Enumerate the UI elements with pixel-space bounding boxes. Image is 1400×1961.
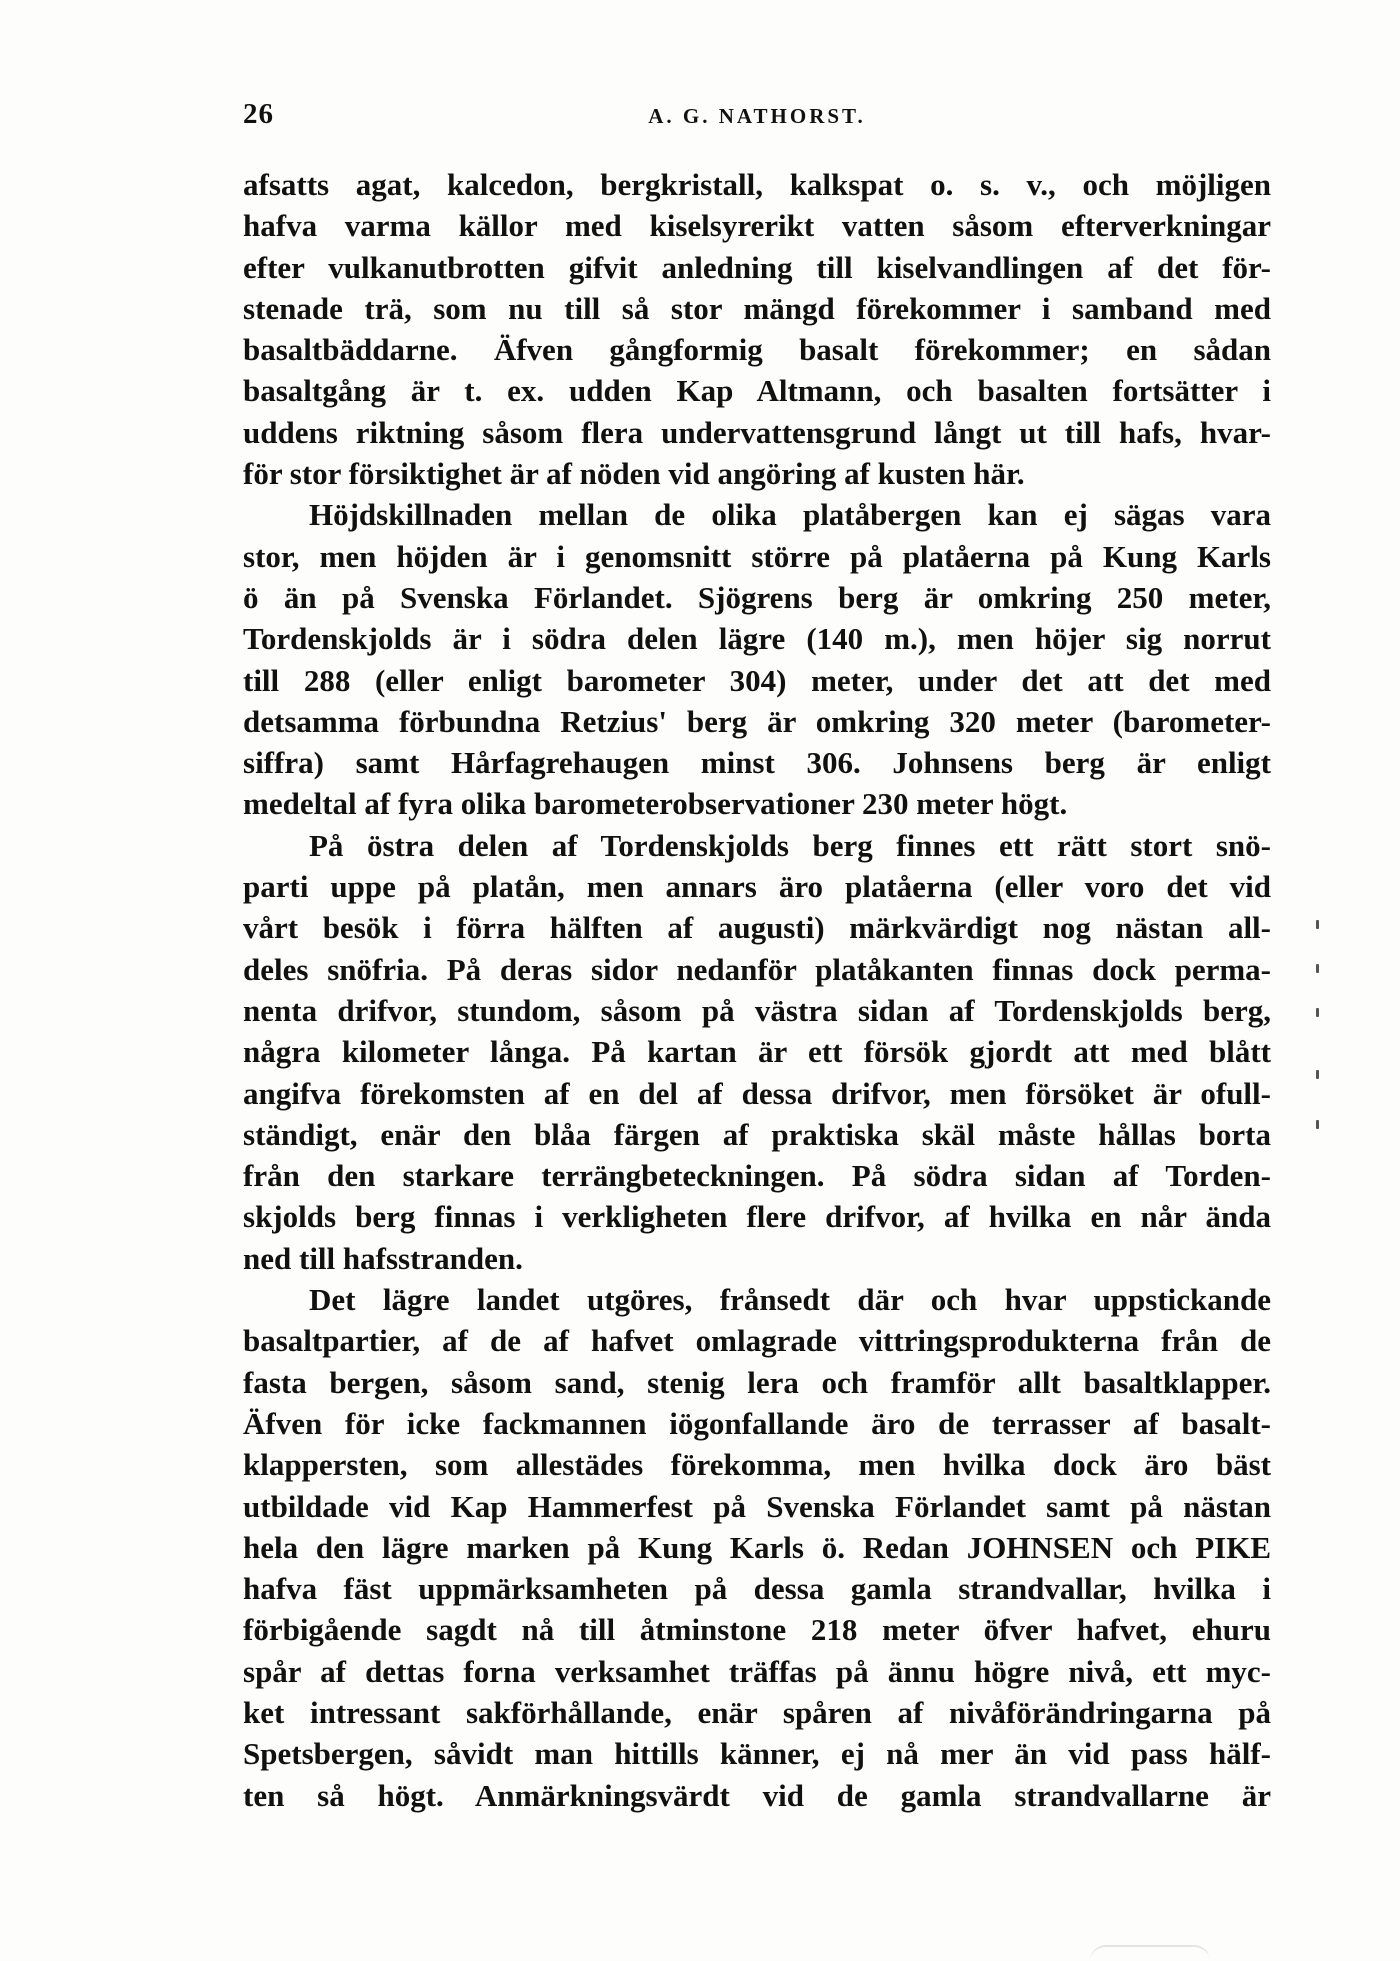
text-line: ned till hafsstranden. <box>243 1240 523 1276</box>
text-line: detsamma förbundna Retzius' berg är omkring 320 meter (barometer- <box>243 703 1271 739</box>
text-line: parti uppe på platån, men annars äro platåerna (eller voro det vid <box>243 869 1271 905</box>
text-line: stor, men höjden är i genomsnitt större på platåerna på Kung Karls <box>243 538 1271 574</box>
running-head: A. G. NATHORST. <box>648 104 866 128</box>
text-line: skjolds berg finnas i verkligheten flere drifvor, af hvilka en når ända <box>243 1199 1271 1235</box>
paragraph <box>243 825 1271 1279</box>
text-line: afsatts agat, kalcedon, bergkristall, kalkspat o. s. v., och möjligen <box>243 167 1271 202</box>
text-line: Höjdskillnaden mellan de olika platåbergen kan ej sägas vara <box>309 497 1271 533</box>
text-line: några kilometer långa. På kartan är ett försök gjordt att med blått <box>243 1034 1271 1070</box>
text-line: fasta bergen, såsom sand, stenig lera och framför allt basaltklapper. <box>243 1364 1271 1400</box>
paragraph <box>243 1279 1271 1816</box>
text-line: vårt besök i förra hälften af augusti) märkvärdigt nog nästan all- <box>243 910 1271 946</box>
text-line: ö än på Svenska Förlandet. Sjögrens berg är omkring 250 meter, <box>243 579 1271 615</box>
text-line: utbildade vid Kap Hammerfest på Svenska Förlandet samt på nästan <box>243 1488 1271 1524</box>
text-line: uddens riktning såsom flera undervattensgrund långt ut till hafs, hvar- <box>243 414 1271 450</box>
text-line: hela den lägre marken på Kung Karls ö. Redan JOHNSEN och PIKE <box>243 1529 1271 1565</box>
text-line: siffra) samt Hårfagrehaugen minst 306. Johnsens berg är enligt <box>243 745 1271 781</box>
text-line: ständigt, enär den blåa färgen af praktiska skäl måste hållas borta <box>243 1116 1271 1152</box>
text-line: På östra delen af Tordenskjolds berg finnes ett rätt stort snö- <box>309 827 1271 863</box>
text-line: nenta drifvor, stundom, såsom på västra sidan af Tordenskjolds berg, <box>243 992 1271 1028</box>
text-line: medeltal af fyra olika barometerobservationer 230 meter högt. <box>243 786 1068 822</box>
text-line: ten så högt. Anmärkningsvärdt vid de gamla strandvallarne är <box>243 1777 1271 1813</box>
text-line: hafva varma källor med kiselsyrerikt vatten såsom efterverkningar <box>243 208 1271 244</box>
text-line: hafva fäst uppmärksamheten på dessa gamla strandvallar, hvilka i <box>243 1571 1271 1607</box>
text-line: till 288 (eller enligt barometer 304) meter, under det att det med <box>243 662 1271 698</box>
text-line: för stor försiktighet är af nöden vid angöring af kusten här. <box>243 456 1025 492</box>
text-line: Spetsbergen, såvidt man hittills känner, ej nå mer än vid pass hälf- <box>243 1736 1271 1772</box>
text-line: basaltpartier, af de af hafvet omlagrade vittringsprodukterna från de <box>243 1323 1271 1359</box>
text-line: angifva förekomsten af en del af dessa drifvor, men försöket är ofull- <box>243 1075 1271 1111</box>
text-line: klappersten, som allestädes förekomma, men hvilka dock äro bäst <box>243 1447 1271 1483</box>
page-smudge <box>1090 1945 1210 1961</box>
text-line: Det lägre landet utgöres, frånsedt där och hvar uppstickande <box>309 1282 1271 1318</box>
text-line: basaltbäddarne. Äfven gångformig basalt förekommer; en sådan <box>243 332 1271 368</box>
margin-marks <box>1316 920 1322 1150</box>
text-line: stenade trä, som nu till så stor mängd förekommer i samband med <box>243 290 1271 326</box>
text-line: spår af dettas forna verksamhet träffas på ännu högre nivå, ett myc- <box>243 1653 1271 1689</box>
paragraph <box>243 494 1271 824</box>
paragraph <box>243 164 1271 494</box>
text-line: basaltgång är t. ex. udden Kap Altmann, och basalten fortsätter i <box>243 373 1271 409</box>
text-line: efter vulkanutbrotten gifvit anledning till kiselvandlingen af det för- <box>243 249 1271 285</box>
page-number: 26 <box>243 98 274 130</box>
page-header <box>243 98 1271 138</box>
text-line: Äfven för icke fackmannen iögonfallande äro de terrasser af basalt- <box>243 1405 1271 1441</box>
text-line: deles snöfria. På deras sidor nedanför platåkanten finnas dock perma- <box>243 951 1271 987</box>
text-line: från den starkare terrängbeteckningen. På södra sidan af Torden- <box>243 1158 1271 1194</box>
text-line: Tordenskjolds är i södra delen lägre (140 m.), men höjer sig norrut <box>243 621 1271 657</box>
body-text <box>243 164 1271 1816</box>
text-line: ket intressant sakförhållande, enär spåren af nivåförändringarna på <box>243 1694 1271 1730</box>
text-line: förbigående sagdt nå till åtminstone 218 meter öfver hafvet, ehuru <box>243 1612 1271 1648</box>
